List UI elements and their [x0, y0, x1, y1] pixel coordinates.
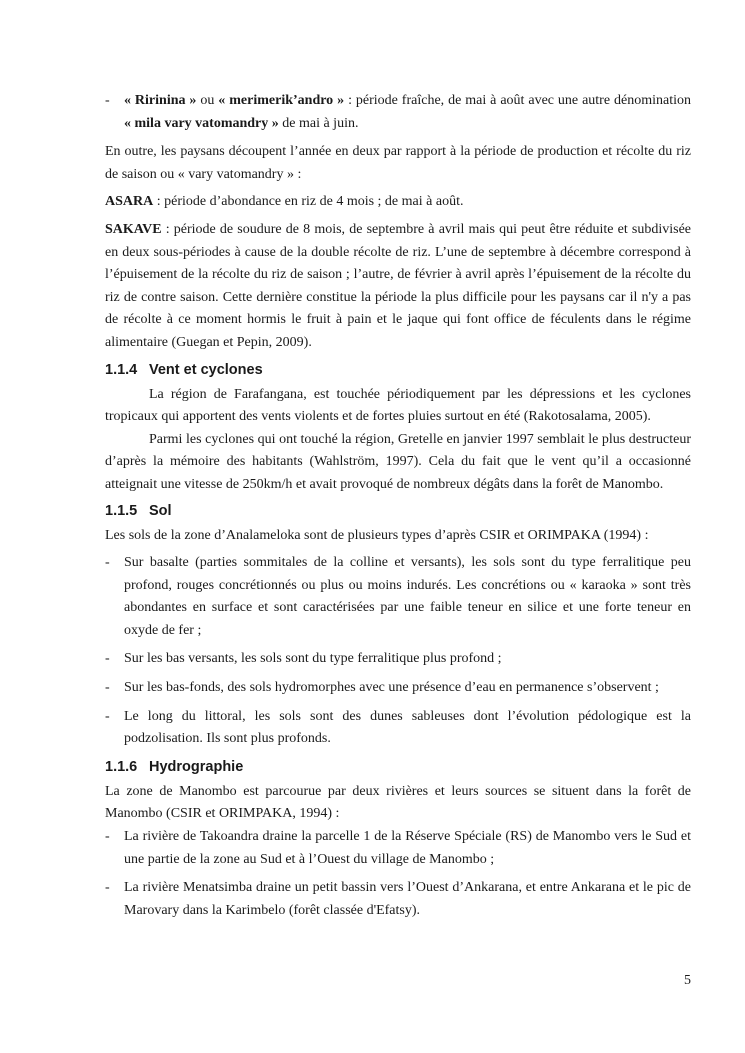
bullet-dash: -: [105, 708, 110, 724]
list-item: [105, 826, 691, 871]
term-asara: ASARA: [105, 194, 154, 210]
bullet-dash: -: [105, 680, 110, 696]
term-mila-vary-vatomandry: « mila vary vatomandry »: [124, 115, 279, 131]
season-list-item-ririnina: [105, 90, 691, 135]
bullet-dash: -: [105, 829, 110, 845]
page-number: 5: [684, 973, 691, 988]
paragraph-hydro-intro: La zone de Manombo est parcourue par deux rivières et leurs sources se situent dans la forêt de Manombo (CSIR et ORIMPAKA, 1994) :: [105, 783, 691, 822]
bullet-dash: -: [105, 93, 110, 108]
paragraph-vent-1: La région de Farafangana, est touchée périodiquement par les dépressions et les cyclones tropicaux qui apportent des vents violents et de fortes pluies surtout en été (Rakotosalama, 2005).: [105, 386, 691, 425]
paragraph-asara: [105, 191, 691, 214]
list-item-text: La rivière Menatsimba draine un petit bassin vers l’Ouest d’Ankarana, et entre Ankarana et le pic de Marovary dans la Karimbelo (forêt classée d'Efatsy).: [124, 880, 691, 918]
section-title: Sol: [149, 502, 172, 519]
section-heading-vent-cyclones: [105, 360, 691, 380]
list-item-text: Sur basalte (parties sommitales de la colline et versants), les sols sont du type ferralitique peu profond, rouges concrétionnés ou plus ou moins indurés. Les concrétions ou « karaoka » sont très abondantes en surface et sont caractérisées par une faible teneur en silice et une forte teneur en oxyde de fer ;: [124, 555, 691, 638]
list-item: [105, 648, 691, 671]
paragraph-rice-seasons: En outre, les paysans découpent l’année en deux par rapport à la période de production et récolte du riz de saison ou « vary vatomandry » :: [105, 144, 691, 182]
paragraph-sol-intro: Les sols de la zone d’Analameloka sont de plusieurs types d’après CSIR et ORIMPAKA (1994) :: [105, 527, 649, 543]
section-number: 1.1.5: [105, 502, 138, 519]
section-heading-hydrographie: [105, 757, 691, 777]
bullet-dash: -: [105, 651, 110, 667]
section-heading-sol: [105, 501, 691, 521]
connector-text: ou: [200, 93, 215, 108]
list-item-text: Sur les bas versants, les sols sont du type ferralitique plus profond ;: [124, 651, 502, 667]
list-item: [105, 706, 691, 751]
list-item: [105, 677, 691, 700]
document-body: [105, 90, 691, 928]
list-item: [105, 552, 691, 642]
section-title: Hydrographie: [149, 758, 244, 775]
section-title: Vent et cyclones: [149, 361, 263, 378]
ririnina-description: : période fraîche, de mai à août avec une autre dénomination: [348, 93, 691, 108]
term-merimerik-andro: « merimerik’andro »: [214, 93, 349, 108]
bullet-dash: -: [105, 555, 110, 571]
section-number: 1.1.6: [105, 758, 138, 775]
list-item-text: Sur les bas-fonds, des sols hydromorphes avec une présence d’eau en permanence s’observent ;: [124, 680, 659, 696]
term-sakave: SAKAVE: [105, 221, 162, 237]
sakave-definition: : période de soudure de 8 mois, de septembre à avril mais qui peut être réduite et subdivisée en deux sous-périodes à cause de la double récolte de riz. L’une de septembre à décembre correspond à l’épuisement de la récolte du riz de saison ; l’autre, de février à avril après l’épuisement de la récolte du riz de contre saison. Cette dernière constitue la période la plus difficile pour les paysans car il n'y a pas de récolte à ce moment hormis le fruit à pain et le jaque qui font office de féculents dans le régime alimentaire (Guegan et Pepin, 2009).: [105, 221, 691, 350]
term-ririnina: « Ririnina »: [124, 93, 201, 108]
asara-definition: : période d’abondance en riz de 4 mois ; de mai à août.: [153, 194, 464, 210]
list-item: [105, 877, 691, 922]
section-number: 1.1.4: [105, 361, 138, 378]
paragraph-vent-2: Parmi les cyclones qui ont touché la région, Gretelle en janvier 1997 semblait le plus destructeur d’après la mémoire des habitants (Wahlström, 1997). Cela du fait que le vent qu’il a occasionné atteignait une vitesse de 250km/h et avait provoqué de nombreux dégâts dans la forêt de Manombo.: [105, 431, 691, 492]
paragraph-sakave: [105, 219, 691, 355]
list-item-text: La rivière de Takoandra draine la parcelle 1 de la Réserve Spéciale (RS) de Manombo vers le Sud et une partie de la zone au Sud et à l’Ouest du village de Manombo ;: [124, 829, 691, 867]
list-item-text: Le long du littoral, les sols sont des dunes sableuses dont l’évolution pédologique est la podzolisation. Ils sont plus profonds.: [124, 708, 691, 747]
bullet-dash: -: [105, 880, 110, 896]
ririnina-period: de mai à juin.: [278, 115, 359, 131]
